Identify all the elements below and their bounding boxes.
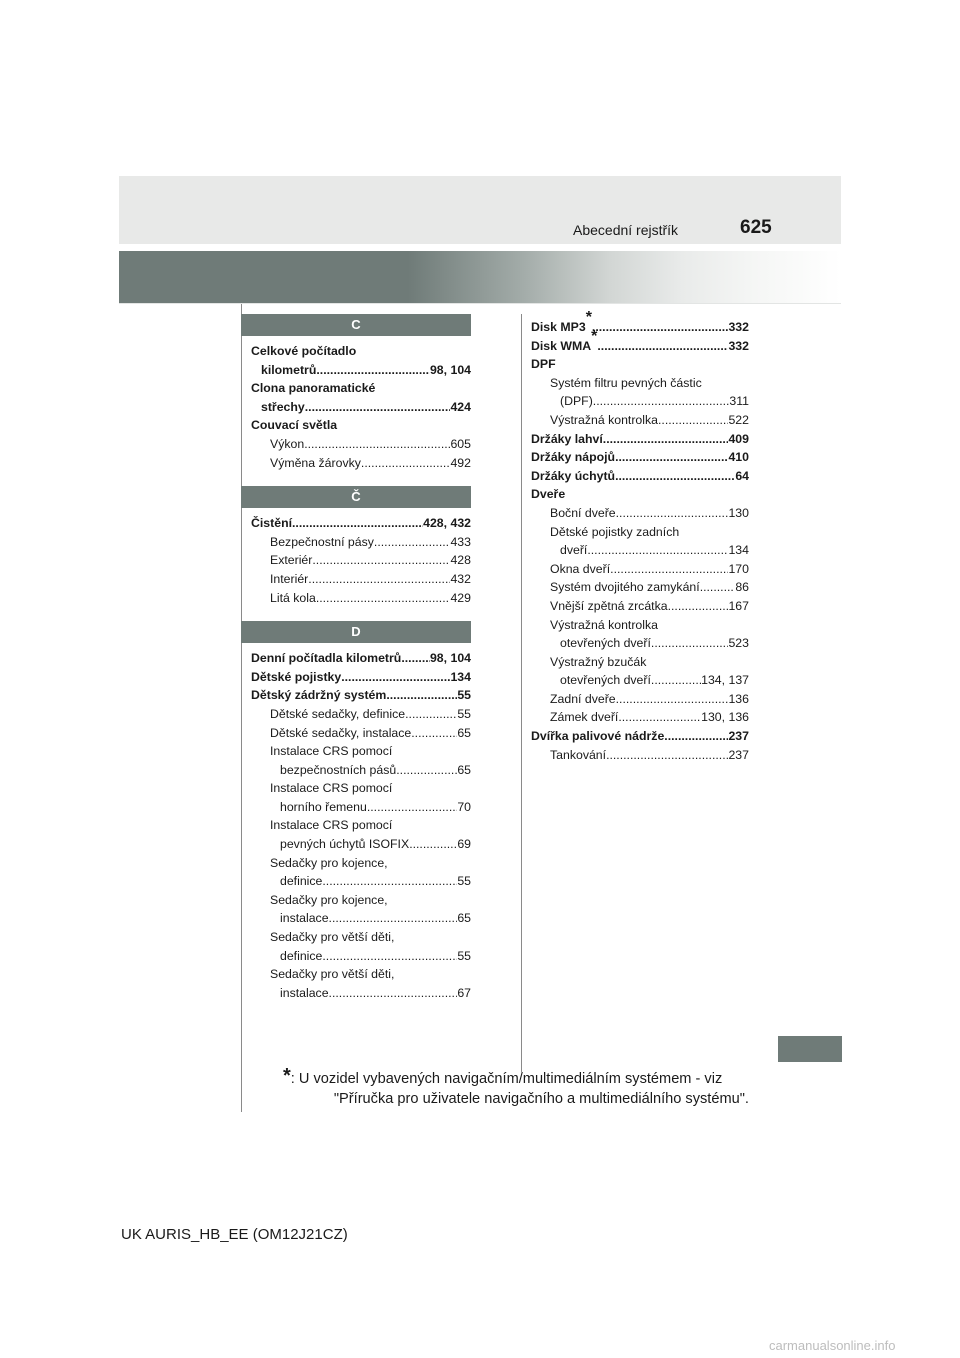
index-entry-page: 522 xyxy=(728,412,749,427)
index-entry xyxy=(531,541,749,560)
index-entry-page: 98, 104 xyxy=(429,651,471,666)
index-entry xyxy=(251,649,471,668)
dot-leader xyxy=(615,467,735,486)
index-entry-page: 70 xyxy=(457,799,471,814)
index-entry-page: 98, 104 xyxy=(429,362,471,377)
index-entry xyxy=(251,416,471,435)
index-entry xyxy=(251,742,471,761)
index-entry-term: Výstražná kontrolka xyxy=(550,412,658,427)
index-entry-term: Výměna žárovky xyxy=(270,455,361,470)
page-number: 625 xyxy=(740,217,772,238)
index-entry xyxy=(531,485,749,504)
dot-leader xyxy=(597,337,728,356)
index-entry-page: 523 xyxy=(728,636,749,651)
index-entry-term: Systém filtru pevných částic xyxy=(550,375,702,390)
dot-leader xyxy=(305,398,451,417)
index-entry-page: 130 xyxy=(728,505,749,520)
index-entry-page: 55 xyxy=(457,948,471,963)
footnote-marker: * xyxy=(283,1065,291,1087)
index-entry-page: 432 xyxy=(450,571,471,586)
index-entry-term: Zadní dveře xyxy=(550,691,616,706)
index-entry xyxy=(251,872,471,891)
index-entry-term: Couvací světla xyxy=(251,418,338,433)
dot-leader xyxy=(322,947,457,966)
index-entry xyxy=(251,342,471,361)
index-entry-term: Sedačky pro větší děti, xyxy=(270,930,395,945)
dot-leader xyxy=(292,514,423,533)
index-entry-term: Dětské pojistky zadních xyxy=(550,524,680,539)
index-entry xyxy=(251,835,471,854)
index-entry-page: 64 xyxy=(735,468,749,483)
dot-leader xyxy=(618,708,701,727)
index-entry xyxy=(251,454,471,473)
index-entry xyxy=(251,686,471,705)
index-entry-term: Tankování xyxy=(550,747,607,762)
index-entry xyxy=(251,705,471,724)
dot-leader xyxy=(341,668,450,687)
index-entry-term: otevřených dveří xyxy=(560,636,651,651)
index-entry-term: Celkové počítadlo xyxy=(251,344,357,358)
index-entry-term: Výstražný bzučák xyxy=(550,654,647,669)
index-entry-page: 428, 432 xyxy=(423,516,471,531)
dot-leader xyxy=(592,318,729,337)
index-entry-term: Okna dveří xyxy=(550,561,611,576)
index-entry-page: 332 xyxy=(728,338,749,353)
dot-leader xyxy=(386,686,457,705)
index-entry-term: Sedačky pro kojence, xyxy=(270,855,388,870)
dot-leader xyxy=(615,448,728,467)
index-entry-page: 65 xyxy=(457,725,471,740)
dot-leader xyxy=(374,533,451,552)
index-entry-term: Držáky lahví xyxy=(531,431,603,446)
column-divider xyxy=(521,314,522,1072)
dot-leader xyxy=(664,727,728,746)
index-entry-term: Instalace CRS pomocí xyxy=(270,818,393,833)
index-entry xyxy=(531,690,749,709)
index-entry-page: 136 xyxy=(728,691,749,706)
dot-leader xyxy=(329,984,458,1003)
index-entry-page: 428 xyxy=(450,553,471,568)
index-entry-term: Systém dvojitého zamykání xyxy=(550,580,700,595)
index-entry xyxy=(251,761,471,780)
section-letter-bar: C xyxy=(241,314,471,336)
dot-leader xyxy=(312,551,450,570)
index-column-right xyxy=(531,309,749,764)
index-entry-page: 134 xyxy=(728,543,749,558)
index-entry xyxy=(531,578,749,597)
index-entry xyxy=(531,523,749,542)
index-entry-page: 69 xyxy=(457,837,471,852)
index-entry-term: Dětské sedačky, definice xyxy=(270,706,406,721)
index-entry-term: bezpečnostních pásů xyxy=(280,762,397,777)
index-entry xyxy=(531,430,749,449)
index-entry xyxy=(531,616,749,635)
index-entry xyxy=(251,909,471,928)
index-entry-page: 55 xyxy=(457,688,471,703)
index-entry-page: 134 xyxy=(450,669,471,684)
dot-leader xyxy=(322,872,457,891)
gradient-bar xyxy=(119,251,841,303)
index-entry-term: kilometrů xyxy=(261,362,317,377)
index-entry xyxy=(531,708,749,727)
dot-leader xyxy=(610,560,728,579)
index-entry xyxy=(531,309,749,337)
index-entry-term: definice xyxy=(280,948,323,963)
footnote-marker: * xyxy=(591,327,598,345)
index-entry-page: 429 xyxy=(450,590,471,605)
index-entry-term: Dětské pojistky xyxy=(251,669,342,684)
index-entry-page: 130, 136 xyxy=(701,710,749,725)
index-entry xyxy=(531,504,749,523)
index-entry-page: 55 xyxy=(457,706,471,721)
index-entry xyxy=(251,928,471,947)
index-entry-page: 332 xyxy=(728,320,749,334)
index-entry xyxy=(251,947,471,966)
index-entry-page: 311 xyxy=(729,394,749,409)
index-entry-term: Litá kola xyxy=(270,590,316,605)
index-entry xyxy=(251,668,471,687)
index-entry-page: 55 xyxy=(457,874,471,889)
index-entry xyxy=(251,398,471,417)
index-entry xyxy=(531,634,749,653)
index-entry-page: 65 xyxy=(457,762,471,777)
dot-leader xyxy=(401,649,430,668)
section-letter-bar: D xyxy=(241,621,471,643)
index-entry-term: Denní počítadla kilometrů xyxy=(251,651,402,666)
index-entry-term: Instalace CRS pomocí xyxy=(270,781,393,796)
index-entry-page: 167 xyxy=(728,598,749,613)
index-entry-term: horního řemenu xyxy=(280,799,367,814)
index-entry xyxy=(531,560,749,579)
watermark: carmanualsonline.info xyxy=(769,1338,896,1353)
index-entry-page: 237 xyxy=(728,747,749,762)
index-entry-term: definice xyxy=(280,874,323,889)
index-entry-term: Boční dveře xyxy=(550,505,616,520)
section-letter-bar: Č xyxy=(241,486,471,508)
dot-leader xyxy=(616,504,729,523)
chapter-tab[interactable] xyxy=(778,1036,842,1062)
dot-leader xyxy=(329,909,458,928)
index-entry-page: 410 xyxy=(728,450,749,465)
dot-leader xyxy=(658,411,728,430)
index-entry xyxy=(531,671,749,690)
index-entry-term: Dětský zádržný systém xyxy=(251,688,387,703)
dot-leader xyxy=(316,589,451,608)
index-entry-page: 237 xyxy=(728,729,749,744)
dot-leader xyxy=(361,454,451,473)
index-entry-page: 134, 137 xyxy=(701,673,749,688)
footnote-line-2: "Příručka pro uživatele navigačního a multimediálního systému". xyxy=(333,1091,749,1107)
index-entry-page: 433 xyxy=(450,534,471,549)
index-entry-term: Sedačky pro větší děti, xyxy=(270,967,395,982)
index-entry-term: Čistění xyxy=(251,516,292,531)
index-entry xyxy=(251,435,471,454)
index-entry xyxy=(531,746,749,765)
index-entry-page: 424 xyxy=(450,399,471,414)
index-entry xyxy=(251,984,471,1003)
dot-leader xyxy=(411,724,457,743)
index-entry-term: Zámek dveří xyxy=(550,710,619,725)
index-entry-term: Exteriér xyxy=(270,553,313,568)
index-entry-term: Sedačky pro kojence, xyxy=(270,892,388,907)
index-entry-term: dveří xyxy=(560,543,588,558)
gradient-bar-rule xyxy=(119,303,841,304)
index-entry xyxy=(531,448,749,467)
index-entry xyxy=(531,374,749,393)
index-entry-term: Výkon xyxy=(270,436,305,451)
index-entry xyxy=(531,653,749,672)
index-entry-term: Dveře xyxy=(531,487,566,502)
dot-leader xyxy=(651,634,729,653)
dot-leader xyxy=(593,392,730,411)
footnote xyxy=(283,1066,749,1109)
index-entry-term: DPF xyxy=(531,357,556,372)
section-title: Abecední rejstřík xyxy=(573,222,679,238)
index-entry xyxy=(531,355,749,374)
footnote-marker: * xyxy=(585,309,592,326)
index-entry-term: Interiér xyxy=(270,571,309,586)
index-entry-term: Dvířka palivové nádrže xyxy=(531,729,665,744)
dot-leader xyxy=(316,361,430,380)
index-entry xyxy=(251,891,471,910)
dot-leader xyxy=(668,597,729,616)
dot-leader xyxy=(603,430,729,449)
dot-leader xyxy=(367,798,457,817)
index-entry-term: Bezpečnostní pásy xyxy=(270,534,374,549)
dot-leader xyxy=(616,690,729,709)
index-entry-term: Disk WMA xyxy=(531,338,592,353)
index-entry-page: 170 xyxy=(728,561,749,576)
index-entry-term: instalace xyxy=(280,911,329,926)
index-entry-term: otevřených dveří xyxy=(560,673,651,688)
index-entry-page: 409 xyxy=(728,431,749,446)
index-entry xyxy=(251,533,471,552)
index-entry-term: Držáky nápojů xyxy=(531,450,616,465)
index-entry xyxy=(531,411,749,430)
index-entry-page: 492 xyxy=(450,455,471,470)
index-entry-page: 67 xyxy=(457,985,471,1000)
dot-leader xyxy=(409,835,457,854)
index-entry xyxy=(251,724,471,743)
dot-leader xyxy=(606,746,728,765)
index-entry-term: Clona panoramatické xyxy=(251,381,376,396)
index-entry xyxy=(531,727,749,746)
index-entry-term: Výstražná kontrolka xyxy=(550,617,658,632)
header-band xyxy=(119,176,841,244)
index-entry xyxy=(531,467,749,486)
index-entry-term: Instalace CRS pomocí xyxy=(270,744,393,759)
dot-leader xyxy=(651,671,701,690)
index-entry-term: Disk MP3 xyxy=(531,320,586,334)
model-code: UK AURIS_HB_EE (OM12J21CZ) xyxy=(121,1226,348,1243)
index-entry-page: 86 xyxy=(735,580,749,595)
index-entry-term: střechy xyxy=(261,399,305,414)
index-entry xyxy=(251,514,471,533)
dot-leader xyxy=(700,578,736,597)
index-entry xyxy=(531,597,749,616)
index-entry xyxy=(251,551,471,570)
index-entry xyxy=(251,361,471,380)
dot-leader xyxy=(304,435,450,454)
index-entry xyxy=(251,965,471,984)
index-entry xyxy=(251,570,471,589)
index-entry xyxy=(251,816,471,835)
dot-leader xyxy=(405,705,457,724)
index-entry-term: Vnější zpětná zrcátka xyxy=(550,598,668,613)
dot-leader xyxy=(308,570,450,589)
index-entry xyxy=(251,854,471,873)
index-entry-term: Držáky úchytů xyxy=(531,468,616,483)
index-entry xyxy=(251,798,471,817)
index-entry-page: 605 xyxy=(450,436,471,451)
dot-leader xyxy=(587,541,728,560)
index-entry-term: instalace xyxy=(280,985,329,1000)
index-entry-term: (DPF) xyxy=(560,394,593,409)
index-entry-page: 65 xyxy=(457,911,471,926)
index-entry xyxy=(531,392,749,411)
left-margin-rule xyxy=(241,304,242,1112)
dot-leader xyxy=(396,761,457,780)
footnote-line-1: : U vozidel vybavených navigačním/multimediálním systémem - viz xyxy=(290,1071,723,1087)
index-entry-term: pevných úchytů ISOFIX xyxy=(280,837,410,852)
index-entry xyxy=(251,379,471,398)
index-entry xyxy=(251,779,471,798)
index-entry xyxy=(251,589,471,608)
index-column-left xyxy=(251,314,471,1002)
index-entry-term: Dětské sedačky, instalace xyxy=(270,725,412,740)
